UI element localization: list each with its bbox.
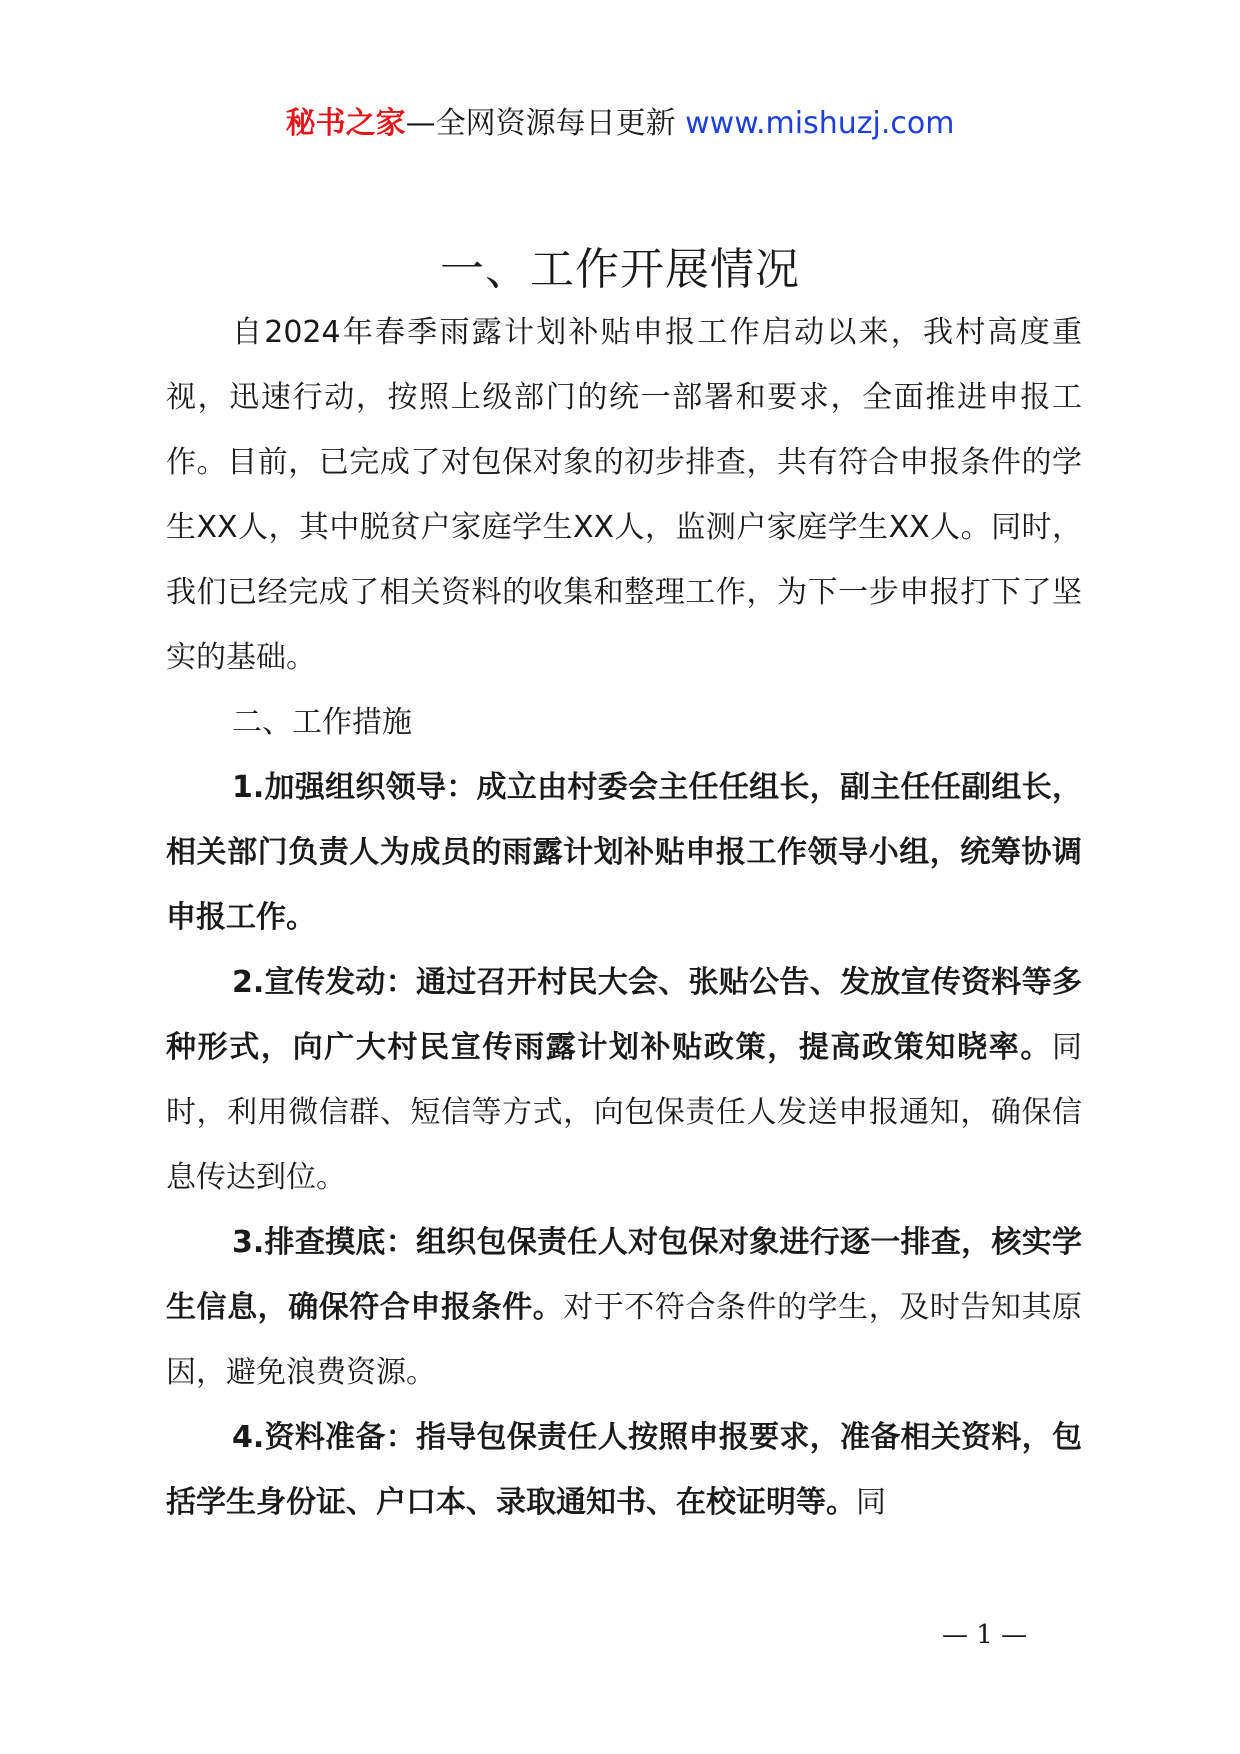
intro-paragraph: 自2024年春季雨露计划补贴申报工作启动以来，我村高度重视，迅速行动，按照上级部门的统一部署和要求，全面推进申报工作。目前，已完成了对包保对象的初步排查，共有符合申报条件的学生XX人，其中脱贫户家庭学生XX人，监测户家庭学生XX人。同时，我们已经完成了相关资料的收集和整理工作，为下一步申报打下了坚实的基础。	[166, 315, 1082, 675]
measure-3-text: 对于不符合条件的学生，及时告知其原因，避免浪费资源。	[166, 1290, 1082, 1390]
document-title: 一、工作开展情况	[440, 244, 800, 295]
page-number: — 1 —	[942, 1620, 1028, 1650]
measure-2-text: 同时，利用微信群、短信等方式，向包保责任人发送申报通知，确保信息传达到位。	[166, 1030, 1082, 1195]
measure-1-bold-text: 1.加强组织领导：成立由村委会主任任组长，副主任任副组长，相关部门负责人为成员的雨露计划补贴申报工作领导小组，统筹协调申报工作。	[166, 770, 1082, 935]
measure-4-text: 同	[856, 1485, 886, 1520]
site-brand: 秘书之家	[285, 106, 406, 141]
site-url-link[interactable]: www.mishuzj.com	[685, 106, 955, 141]
measure-1-paragraph	[166, 755, 1082, 950]
measure-3-bold-text: 3.排查摸底：组织包保责任人对包保对象进行逐一排查，核实学生信息，确保符合申报条件。	[166, 1225, 1082, 1325]
measure-2-bold-text: 2.宣传发动：通过召开村民大会、张贴公告、发放宣传资料等多种形式，向广大村民宣传雨露计划补贴政策，提高政策知晓率。	[166, 965, 1082, 1065]
measure-4-paragraph	[166, 1405, 1082, 1535]
document-body	[166, 300, 1082, 1535]
measure-4-bold-text: 4.资料准备：指导包保责任人按照申报要求，准备相关资料，包括学生身份证、户口本、录取通知书、在校证明等。	[166, 1420, 1082, 1520]
section-heading: 二、工作措施	[232, 705, 412, 740]
measure-2-paragraph	[166, 950, 1082, 1210]
site-slogan: —全网资源每日更新	[405, 106, 676, 141]
site-banner	[0, 104, 1240, 144]
measure-3-paragraph	[166, 1210, 1082, 1405]
